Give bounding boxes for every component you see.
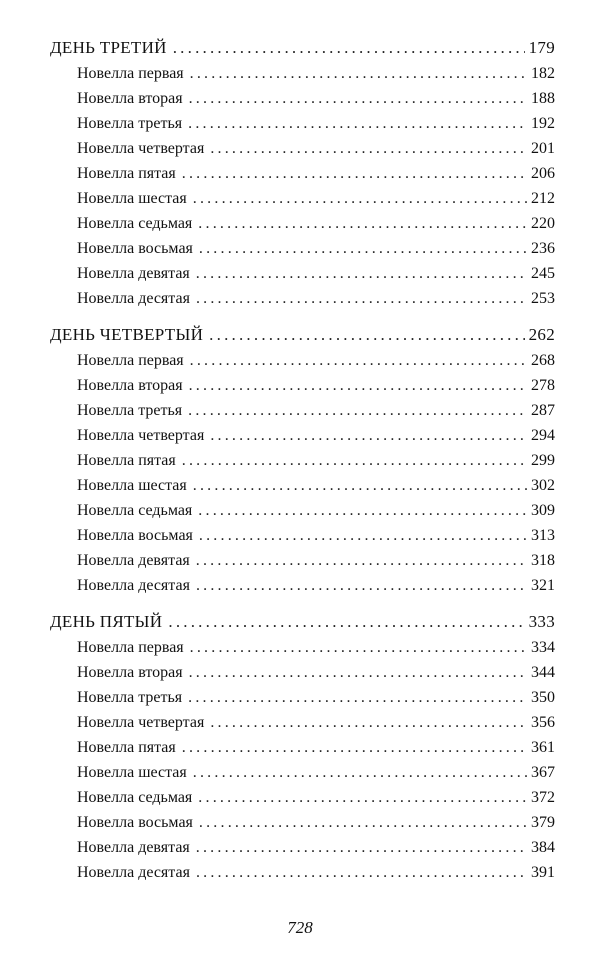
toc-entry — [77, 663, 555, 683]
entry-title: Новелла третья — [77, 402, 183, 419]
toc-entry — [77, 763, 555, 783]
section-title: ДЕНЬ ТРЕТИЙ — [50, 38, 167, 57]
toc-entry — [77, 351, 555, 371]
toc-entry — [77, 401, 555, 421]
section-title: ДЕНЬ ПЯТЫЙ — [50, 612, 163, 631]
page-number: 245 — [531, 265, 555, 282]
entry-title: Новелла десятая — [77, 864, 190, 881]
page-number: 356 — [531, 714, 555, 731]
entry-title: Новелла первая — [77, 639, 184, 656]
entry-title: Новелла пятая — [77, 165, 176, 182]
entry-title: Новелла четвертая — [77, 714, 205, 731]
leader-dots — [196, 863, 527, 883]
toc-entry — [77, 638, 555, 658]
page-folio-number: 728 — [287, 918, 313, 937]
page-number: 220 — [531, 215, 555, 232]
leader-dots — [188, 401, 527, 421]
leader-dots — [199, 239, 527, 259]
leader-dots — [210, 426, 527, 446]
leader-dots — [196, 576, 527, 596]
entry-title: Новелла восьмая — [77, 527, 193, 544]
leader-dots — [189, 376, 527, 396]
toc-entry — [77, 813, 555, 833]
entry-title: Новелла четвертая — [77, 140, 205, 157]
page-number: 182 — [531, 65, 555, 82]
leader-dots — [173, 38, 525, 58]
leader-dots — [189, 663, 527, 683]
leader-dots — [196, 551, 527, 571]
toc-entry — [77, 264, 555, 284]
entry-title: Новелла седьмая — [77, 502, 193, 519]
page-number: 384 — [531, 839, 555, 856]
leader-dots — [196, 289, 527, 309]
leader-dots — [190, 638, 527, 658]
page-number: 344 — [531, 664, 555, 681]
page-number: 361 — [531, 739, 555, 756]
toc-entry — [77, 114, 555, 134]
leader-dots — [210, 139, 527, 159]
page-number: 321 — [531, 577, 555, 594]
entry-title: Новелла восьмая — [77, 240, 193, 257]
toc-entry — [77, 788, 555, 808]
page-number: 212 — [531, 190, 555, 207]
section-title: ДЕНЬ ЧЕТВЕРТЫЙ — [50, 325, 204, 344]
page-number: 391 — [531, 864, 555, 881]
toc-entry — [77, 688, 555, 708]
toc-section-heading — [50, 38, 555, 58]
entry-title: Новелла первая — [77, 65, 184, 82]
toc-entry — [77, 451, 555, 471]
leader-dots — [190, 351, 527, 371]
leader-dots — [188, 688, 527, 708]
toc-section-heading — [50, 325, 555, 345]
page-number: 179 — [528, 38, 555, 57]
page-number: 262 — [528, 325, 555, 344]
leader-dots — [190, 64, 527, 84]
page-number: 206 — [531, 165, 555, 182]
entry-title: Новелла вторая — [77, 90, 183, 107]
toc-entry — [77, 376, 555, 396]
entry-title: Новелла третья — [77, 115, 183, 132]
toc-entry — [77, 426, 555, 446]
toc-entry — [77, 838, 555, 858]
entry-title: Новелла девятая — [77, 265, 190, 282]
entry-title: Новелла пятая — [77, 452, 176, 469]
entry-title: Новелла десятая — [77, 290, 190, 307]
leader-dots — [193, 476, 527, 496]
leader-dots — [209, 325, 524, 345]
entry-title: Новелла девятая — [77, 552, 190, 569]
page-number: 333 — [528, 612, 555, 631]
page-number: 367 — [531, 764, 555, 781]
toc-entry — [77, 713, 555, 733]
entry-title: Новелла шестая — [77, 477, 187, 494]
entry-title: Новелла восьмая — [77, 814, 193, 831]
page-number: 192 — [531, 115, 555, 132]
toc-entry — [77, 576, 555, 596]
leader-dots — [168, 612, 524, 632]
entry-title: Новелла первая — [77, 352, 184, 369]
toc-entry — [77, 526, 555, 546]
page-number: 294 — [531, 427, 555, 444]
page-number: 201 — [531, 140, 555, 157]
leader-dots — [199, 813, 527, 833]
toc-entry — [77, 738, 555, 758]
entry-title: Новелла шестая — [77, 190, 187, 207]
page-number: 278 — [531, 377, 555, 394]
toc-entry — [77, 64, 555, 84]
page-number: 350 — [531, 689, 555, 706]
page-number: 309 — [531, 502, 555, 519]
entry-title: Новелла десятая — [77, 577, 190, 594]
leader-dots — [182, 738, 527, 758]
entry-title: Новелла пятая — [77, 739, 176, 756]
page-number: 287 — [531, 402, 555, 419]
leader-dots — [193, 763, 527, 783]
toc-entry — [77, 239, 555, 259]
leader-dots — [196, 838, 527, 858]
toc-entry — [77, 476, 555, 496]
page-number: 318 — [531, 552, 555, 569]
leader-dots — [196, 264, 527, 284]
page-number: 236 — [531, 240, 555, 257]
toc-entry — [77, 289, 555, 309]
page-number: 379 — [531, 814, 555, 831]
page-number: 188 — [531, 90, 555, 107]
leader-dots — [193, 189, 527, 209]
entry-title: Новелла четвертая — [77, 427, 205, 444]
toc-entry — [77, 89, 555, 109]
toc-entry — [77, 189, 555, 209]
toc-entry — [77, 501, 555, 521]
entry-title: Новелла вторая — [77, 664, 183, 681]
page-number: 299 — [531, 452, 555, 469]
leader-dots — [182, 451, 527, 471]
toc-entry — [77, 551, 555, 571]
toc-section-heading — [50, 612, 555, 632]
toc-entry — [77, 214, 555, 234]
entry-title: Новелла вторая — [77, 377, 183, 394]
page-number: 372 — [531, 789, 555, 806]
page-number: 268 — [531, 352, 555, 369]
leader-dots — [189, 89, 527, 109]
leader-dots — [198, 501, 527, 521]
entry-title: Новелла седьмая — [77, 215, 193, 232]
page-number: 302 — [531, 477, 555, 494]
entry-title: Новелла третья — [77, 689, 183, 706]
leader-dots — [210, 713, 527, 733]
leader-dots — [182, 164, 527, 184]
toc-entry — [77, 863, 555, 883]
leader-dots — [199, 526, 527, 546]
entry-title: Новелла седьмая — [77, 789, 193, 806]
page-number: 334 — [531, 639, 555, 656]
leader-dots — [198, 788, 527, 808]
page-number: 253 — [531, 290, 555, 307]
leader-dots — [198, 214, 527, 234]
toc-entry — [77, 139, 555, 159]
toc-entry — [77, 164, 555, 184]
leader-dots — [188, 114, 527, 134]
page-number: 313 — [531, 527, 555, 544]
entry-title: Новелла девятая — [77, 839, 190, 856]
entry-title: Новелла шестая — [77, 764, 187, 781]
